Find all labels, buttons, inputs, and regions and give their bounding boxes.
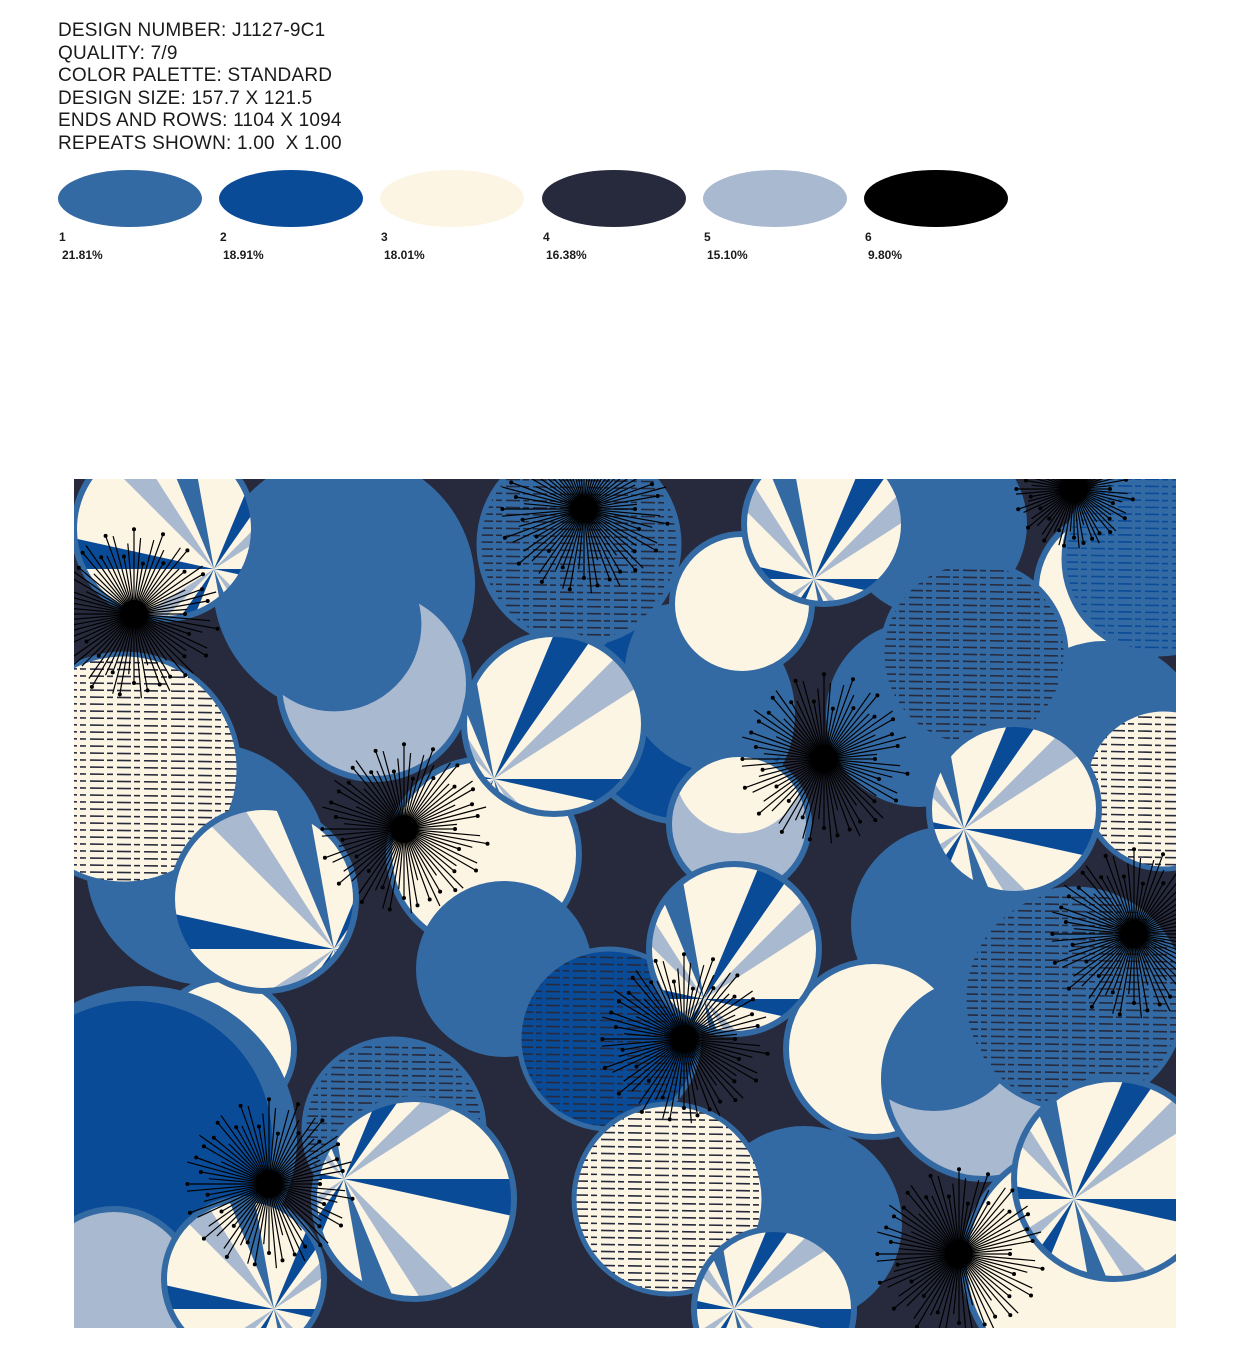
pattern-artwork	[74, 479, 1176, 1328]
design-size: DESIGN SIZE: 157.7 X 121.5	[58, 87, 313, 109]
color-swatch-index: 2	[220, 230, 227, 244]
color-swatch-percent: 16.38%	[546, 248, 587, 262]
color-swatch-5	[703, 170, 864, 270]
color-swatch-percent: 15.10%	[707, 248, 748, 262]
color-swatch-4	[542, 170, 703, 270]
color-swatch-oval	[864, 170, 1008, 227]
color-palette: COLOR PALETTE: STANDARD	[58, 65, 333, 87]
color-palette-swatches	[58, 170, 1018, 270]
quality: QUALITY: 7/9	[58, 42, 178, 64]
design-pattern-preview	[74, 479, 1176, 1328]
repeats-shown: REPEATS SHOWN: 1.00 X 1.00	[58, 132, 342, 154]
color-swatch-percent: 21.81%	[62, 248, 103, 262]
color-swatch-oval	[380, 170, 524, 227]
color-swatch-index: 6	[865, 230, 872, 244]
striped-circle	[882, 562, 1066, 747]
design-specifications	[58, 20, 342, 156]
color-swatch-oval	[703, 170, 847, 227]
ends-and-rows: ENDS AND ROWS: 1104 X 1094	[58, 110, 342, 132]
color-swatch-oval	[219, 170, 363, 227]
color-swatch-index: 5	[704, 230, 711, 244]
color-swatch-index: 1	[59, 230, 66, 244]
color-swatch-oval	[58, 170, 202, 227]
color-swatch-oval	[542, 170, 686, 227]
color-swatch-1	[58, 170, 219, 270]
color-swatch-index: 3	[381, 230, 388, 244]
color-swatch-percent: 18.91%	[223, 248, 264, 262]
color-swatch-6	[864, 170, 1025, 270]
color-swatch-index: 4	[543, 230, 550, 244]
color-swatch-3	[380, 170, 541, 270]
color-swatch-percent: 18.01%	[384, 248, 425, 262]
color-swatch-percent: 9.80%	[868, 248, 903, 262]
design-number: DESIGN NUMBER: J1127-9C1	[58, 20, 326, 41]
color-swatch-2	[219, 170, 380, 270]
